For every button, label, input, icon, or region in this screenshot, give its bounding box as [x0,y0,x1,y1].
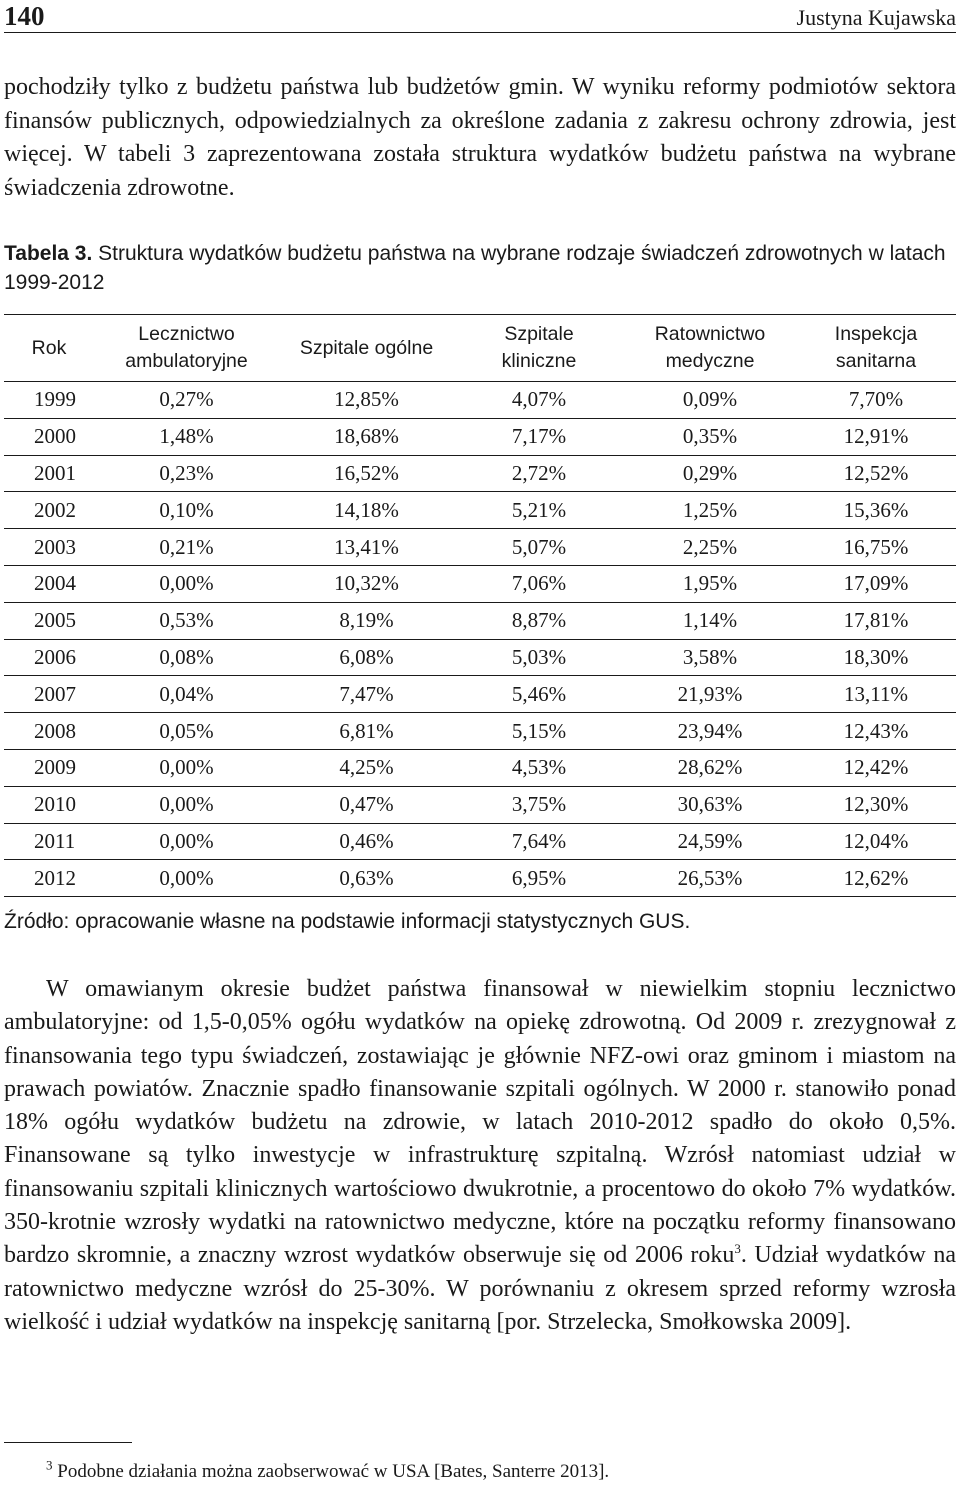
running-header-author: Justyna Kujawska [796,5,956,30]
table-cell-value: 8,19% [279,602,454,639]
table-cell-value: 0,53% [94,602,279,639]
table-row [4,382,956,419]
column-header-szpitale-kliniczne-label: Szpitale kliniczne [501,323,577,372]
table-cell-value: 7,06% [454,565,624,602]
table-cell-value: 16,75% [796,529,956,566]
table-cell-year: 2005 [4,602,94,639]
table-cell-value: 0,04% [94,676,279,713]
table-row [4,713,956,750]
table-cell-year: 2004 [4,565,94,602]
table-row [4,676,956,713]
table-cell-year: 2009 [4,749,94,786]
running-header [4,0,956,33]
table-cell-value: 26,53% [624,860,796,897]
table-cell-value: 2,72% [454,455,624,492]
table-cell-value: 5,46% [454,676,624,713]
table-cell-year: 2008 [4,713,94,750]
table-cell-value: 4,07% [454,382,624,419]
table-cell-year: 2006 [4,639,94,676]
body-paragraph-text: W omawianym okresie budżet państwa finansował w niewielkim stopniu lecznictwo ambulatoryjne: od 1,5-0,05% ogółu wydatków na opiekę zdrowotną. Od 2009 r. zrezygnował z finansowania tego typu świadczeń, zostawiając je głównie NFZ-owi oraz gminom i miastom na prawach powiatów. Znacznie spadło finansowanie szpitali ogólnych. W 2000 r. stanowiło ponad 18% ogółu wydatków budżetu na zdrowie, w latach 2010-2012 spadło do około 0,5%. Finansowane są tylko inwestycje w infrastrukturę szpitalną. Wzrósł natomiast udział w finansowaniu szpitali klinicznych wartościowo dwukrotnie, a procentowo do około 7% wydatków. 350-krotnie wzrosły wydatki na ratownictwo medyczne, które na początku reformy finansowano bardzo skromnie, a znaczny wzrost wydatków obserwuje się od 2006 roku [4,976,956,1269]
footnote-reference[interactable]: 3 [734,1241,741,1257]
table-cell-value: 6,08% [279,639,454,676]
table-cell-value: 24,59% [624,823,796,860]
table-cell-year: 2001 [4,455,94,492]
table-header-row [4,315,956,382]
table-cell-value: 18,30% [796,639,956,676]
table-cell-year: 2010 [4,786,94,823]
table-cell-value: 18,68% [279,418,454,455]
table-cell-value: 0,46% [279,823,454,860]
table-row [4,602,956,639]
table-cell-value: 0,29% [624,455,796,492]
table-cell-year: 1999 [4,382,94,419]
table-cell-value: 0,00% [94,823,279,860]
table-cell-year: 2012 [4,860,94,897]
table-cell-year: 2000 [4,418,94,455]
table-row [4,565,956,602]
table-cell-value: 12,04% [796,823,956,860]
table-caption-label: Tabela 3. [4,242,93,265]
table-cell-value: 0,08% [94,639,279,676]
column-header-szpitale-ogolne: Szpitale ogólne [279,315,454,382]
table-row [4,639,956,676]
table-cell-value: 12,42% [796,749,956,786]
table-cell-value: 0,47% [279,786,454,823]
table-cell-value: 17,81% [796,602,956,639]
table-cell-value: 0,00% [94,860,279,897]
table-cell-value: 13,11% [796,676,956,713]
table-cell-value: 16,52% [279,455,454,492]
table-cell-value: 7,70% [796,382,956,419]
footnote-divider [4,1442,132,1443]
table-row [4,455,956,492]
table-cell-value: 1,25% [624,492,796,529]
body-paragraph-continuation: . Udział wydatków na ratownictwo medyczne wzrósł do 25-30%. W porównaniu z okresem sprzed reformy wzrosła wielkość i udział wydatków na inspekcję sanitarną [por. Strzelecka, Smołkowska 2009]. [4,1242,957,1335]
table-cell-value: 6,95% [454,860,624,897]
table-cell-year: 2011 [4,823,94,860]
table-cell-value: 5,03% [454,639,624,676]
table-cell-value: 1,48% [94,418,279,455]
table-row [4,749,956,786]
table-row [4,860,956,897]
column-header-lecznictwo [94,315,279,382]
table-cell-value: 1,14% [624,602,796,639]
table-cell-value: 7,47% [279,676,454,713]
table-cell-value: 10,32% [279,565,454,602]
table-cell-value: 17,09% [796,565,956,602]
page-number: 140 [4,1,45,31]
table-caption [4,239,956,297]
table-row [4,529,956,566]
table-cell-value: 12,91% [796,418,956,455]
table-cell-value: 12,43% [796,713,956,750]
table-cell-value: 12,62% [796,860,956,897]
table-row [4,786,956,823]
table-cell-year: 2003 [4,529,94,566]
table-cell-value: 7,64% [454,823,624,860]
column-header-inspekcja-label: Inspekcja sanitarna [834,323,918,372]
table-cell-value: 5,15% [454,713,624,750]
table-cell-value: 1,95% [624,565,796,602]
table-cell-year: 2002 [4,492,94,529]
table-cell-value: 30,63% [624,786,796,823]
column-header-ratownictwo [624,315,796,382]
body-paragraph [4,973,956,1339]
footnote-text: Podobne działania można zaobserwować w USA [Bates, Santerre 2013]. [52,1461,610,1482]
table-cell-value: 4,53% [454,749,624,786]
table-cell-value: 0,27% [94,382,279,419]
table-cell-value: 14,18% [279,492,454,529]
table-cell-value: 12,52% [796,455,956,492]
column-header-ratownictwo-label: Ratownictwo medyczne [654,323,766,372]
table-cell-value: 7,17% [454,418,624,455]
table-row [4,823,956,860]
table-cell-value: 21,93% [624,676,796,713]
footnote-marker: 3 [46,1457,53,1473]
footnote [46,1457,610,1483]
table-cell-value: 0,05% [94,713,279,750]
column-header-rok: Rok [4,315,94,382]
column-header-szpitale-kliniczne [454,315,624,382]
table-cell-value: 0,00% [94,565,279,602]
table-cell-value: 3,75% [454,786,624,823]
table-caption-text: Struktura wydatków budżetu państwa na wybrane rodzaje świadczeń zdrowotnych w latach 1999-2012 [4,242,946,294]
table-cell-value: 0,00% [94,749,279,786]
table-cell-value: 8,87% [454,602,624,639]
table-cell-value: 0,09% [624,382,796,419]
intro-paragraph: pochodziły tylko z budżetu państwa lub budżetów gmin. W wyniku reformy podmiotów sektora finansów publicznych, odpowiedzialnych za określone zadania z zakresu ochrony zdrowia, jest więcej. W tabeli 3 zaprezentowana została struktura wydatków budżetu państwa na wybrane świadczenia zdrowotne. [4,74,956,201]
expenditure-structure-table [4,314,956,897]
table-cell-value: 2,25% [624,529,796,566]
table-body [4,382,956,897]
table-row [4,492,956,529]
table-cell-value: 0,35% [624,418,796,455]
table-cell-value: 23,94% [624,713,796,750]
table-cell-value: 6,81% [279,713,454,750]
column-header-inspekcja [796,315,956,382]
table-cell-value: 12,30% [796,786,956,823]
table-cell-value: 3,58% [624,639,796,676]
table-cell-value: 0,23% [94,455,279,492]
table-cell-value: 12,85% [279,382,454,419]
table-cell-value: 13,41% [279,529,454,566]
table-cell-value: 0,00% [94,786,279,823]
table-cell-value: 0,63% [279,860,454,897]
column-header-lecznictwo-label: Lecznictwo ambulatoryjne [125,323,248,372]
table-cell-value: 15,36% [796,492,956,529]
table-cell-value: 0,10% [94,492,279,529]
table-cell-value: 4,25% [279,749,454,786]
table-row [4,418,956,455]
table-cell-value: 5,07% [454,529,624,566]
table-cell-value: 28,62% [624,749,796,786]
table-cell-value: 5,21% [454,492,624,529]
table-cell-year: 2007 [4,676,94,713]
table-source-note: Źródło: opracowanie własne na podstawie informacji statystycznych GUS. [4,910,691,933]
table-cell-value: 0,21% [94,529,279,566]
